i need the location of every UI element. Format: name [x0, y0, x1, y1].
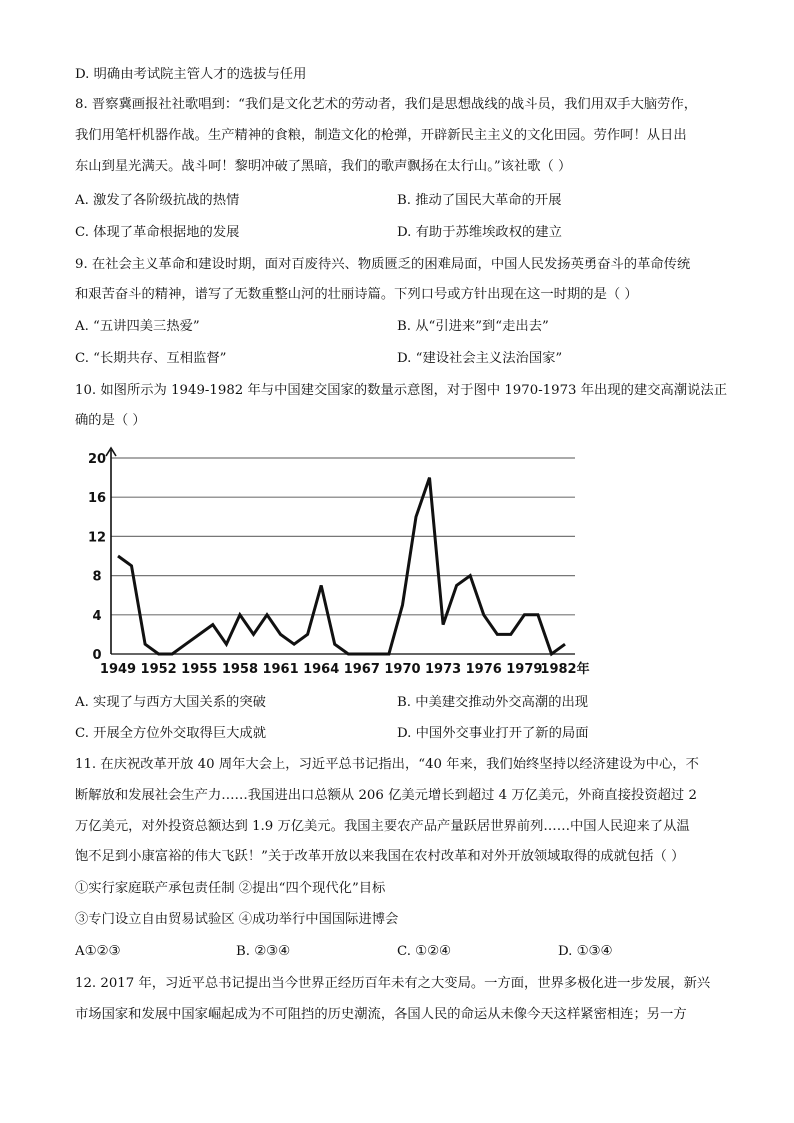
q9-option-d[interactable]: D. “建设社会主义法治国家”: [397, 351, 563, 366]
q9-option-c[interactable]: C. “长期共存、互相监督”: [75, 351, 227, 366]
y-tick-label: 12: [87, 530, 107, 546]
x-tick-label: 1967: [343, 662, 380, 677]
x-tick-label: 1961: [262, 662, 299, 677]
y-tick-label: 16: [87, 491, 107, 507]
x-tick-label: 1949: [99, 662, 137, 677]
q11-stem-line-3: 万亿美元，对外投资总额达到 1.9 万亿美元。我国主要农产品产量跃居世界前列……中国人民迎来了从温: [75, 819, 690, 834]
q9-stem-line-2: 和艰苦奋斗的精神，谱写了无数重整山河的壮丽诗篇。下列口号或方针出现在这一时期的是（ ）: [75, 287, 638, 302]
x-tick-label: 1973: [424, 662, 462, 677]
y-tick-label: 8: [92, 569, 102, 585]
q11-stem-line-1: 11. 在庆祝改革开放 40 周年大会上，习近平总书记指出，“40 年来，我们始终坚持以经济建设为中心，不: [75, 757, 699, 772]
q11-option-b[interactable]: B. ②③④: [236, 944, 290, 959]
q10-option-c[interactable]: C. 开展全方位外交取得巨大成就: [75, 726, 267, 741]
q10-option-d[interactable]: D. 中国外交事业打开了新的局面: [397, 726, 589, 741]
q8-option-b[interactable]: B. 推动了国民大革命的开展: [397, 193, 562, 208]
q8-stem-line-2: 我们用笔杆机器作战。生产精神的食粮，制造文化的枪弹，开辟新民主主义的文化田园。劳作呵！从日出: [75, 128, 687, 143]
q8-option-d[interactable]: D. 有助于苏维埃政权的建立: [397, 225, 562, 240]
x-tick-label: 1970: [384, 662, 421, 677]
q8-stem-line-1: 8. 晋察冀画报社社歌唱到：“我们是文化艺术的劳动者，我们是思想战线的战斗员，我们用双手大脑劳作，: [75, 97, 698, 112]
x-tick-label: 1976: [465, 662, 502, 677]
q10-option-b[interactable]: B. 中美建交推动外交高潮的出现: [397, 695, 589, 710]
q7-option-d: D. 明确由考试院主管人才的选拔与任用: [75, 67, 307, 82]
q10-stem-line-1: 10. 如图所示为 1949-1982 年与中国建交国家的数量示意图，对于图中 1970-1973 年出现的建交高潮说法正: [75, 383, 728, 398]
q11-option-d[interactable]: D. ①③④: [558, 944, 613, 959]
y-tick-label: 20: [87, 452, 107, 467]
q11-option-a[interactable]: A①②③: [75, 944, 121, 959]
q10-option-a[interactable]: A. 实现了与西方大国关系的突破: [75, 695, 266, 710]
x-tick-label: 1952: [140, 662, 177, 677]
q8-stem-line-3: 东山到星光满天。战斗呵！黎明冲破了黑暗，我们的歌声飘扬在太行山。”该社歌（ ）: [75, 159, 572, 174]
q10-stem-line-2: 确的是（ ）: [75, 413, 146, 428]
x-tick-label: 1964: [303, 662, 340, 677]
q9-option-a[interactable]: A. “五讲四美三热爱”: [75, 319, 200, 334]
q11-stem-line-4: 饱不足到小康富裕的伟大飞跃！”关于改革开放以来我国在农村改革和对外开放领域取得的成就包括（ ）: [75, 849, 685, 864]
series-line-0: [118, 478, 565, 654]
x-tick-label: 1979: [506, 662, 543, 677]
q12-stem-line-2: 市场国家和发展中国家崛起成为不可阻挡的历史潮流，各国人民的命运从未像今天这样紧密相连；另一方: [75, 1007, 687, 1022]
q11-item-line-2: ③专门设立自由贸易试验区 ④成功举行中国国际进博会: [75, 912, 399, 927]
q11-option-c[interactable]: C. ①②④: [397, 944, 451, 959]
x-tick-label: 1955: [181, 662, 218, 677]
q8-option-a[interactable]: A. 激发了各阶级抗战的热情: [75, 193, 240, 208]
q9-stem-line-1: 9. 在社会主义革命和建设时期，面对百废待兴、物质匮乏的困难局面，中国人民发扬英勇奋斗的革命传统: [75, 257, 691, 272]
diplomatic-relations-line-chart: [75, 438, 615, 678]
y-tick-label: 0: [92, 648, 102, 663]
q11-stem-line-2: 断解放和发展社会生产力……我国进出口总额从 206 亿美元增长到超过 4 万亿美元，外商直接投资超过 2: [75, 788, 697, 803]
q8-option-c[interactable]: C. 体现了革命根据地的发展: [75, 225, 240, 240]
q9-option-b[interactable]: B. 从“引进来”到“走出去”: [397, 319, 549, 334]
x-tick-label: 1958: [221, 662, 259, 677]
x-tick-label: 1982年: [540, 662, 590, 677]
q11-item-line-1: ①实行家庭联产承包责任制 ②提出“四个现代化”目标: [75, 881, 386, 896]
y-tick-label: 4: [92, 608, 102, 624]
q12-stem-line-1: 12. 2017 年，习近平总书记提出当今世界正经历百年未有之大变局。一方面，世界多极化进一步发展，新兴: [75, 976, 711, 991]
